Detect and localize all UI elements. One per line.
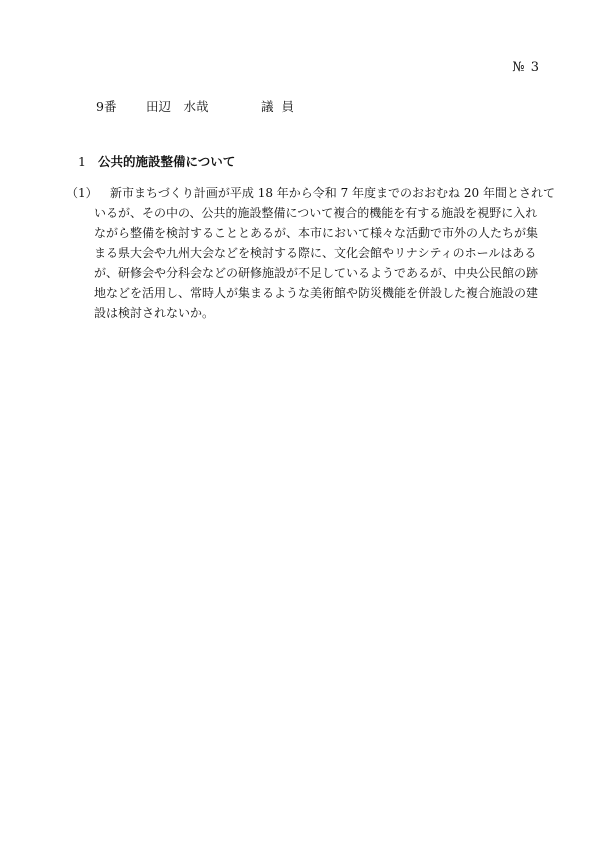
question-line: が、研修会や分科会などの研修施設が不足しているようであるが、中央公民館の跡: [94, 266, 539, 280]
question-line: 新市まちづくり計画が平成 18 年から令和 7 年度までのおおむね 20 年間とされて: [110, 186, 555, 200]
section-title: 公共的施設整備について: [98, 154, 236, 169]
speaker-number: 9番: [96, 99, 117, 114]
speaker-line: [96, 97, 302, 115]
section-heading: [78, 152, 235, 170]
speaker-role: 議員: [261, 99, 303, 114]
page-number: № 3: [512, 60, 540, 75]
question-line: 地などを活用し、常時人が集まるような美術館や防災機能を併設した複合施設の建: [94, 286, 539, 300]
section-number: 1: [78, 154, 86, 169]
question-label: （1）: [66, 186, 98, 200]
question-line: まる県大会や九州大会などを検討する際に、文化会館やリナシティのホールはある: [94, 246, 537, 260]
question-item: [66, 183, 555, 323]
question-line: ながら整備を検討することとあるが、本市において様々な活動で市外の人たちが集: [94, 226, 539, 240]
speaker-name: 田辺 水哉: [146, 99, 209, 114]
question-line: いるが、その中の、公共的施設整備について複合的機能を有する施設を視野に入れ: [94, 206, 538, 220]
question-line: 設は検討されないか。: [94, 306, 215, 320]
question-text: [94, 183, 555, 323]
